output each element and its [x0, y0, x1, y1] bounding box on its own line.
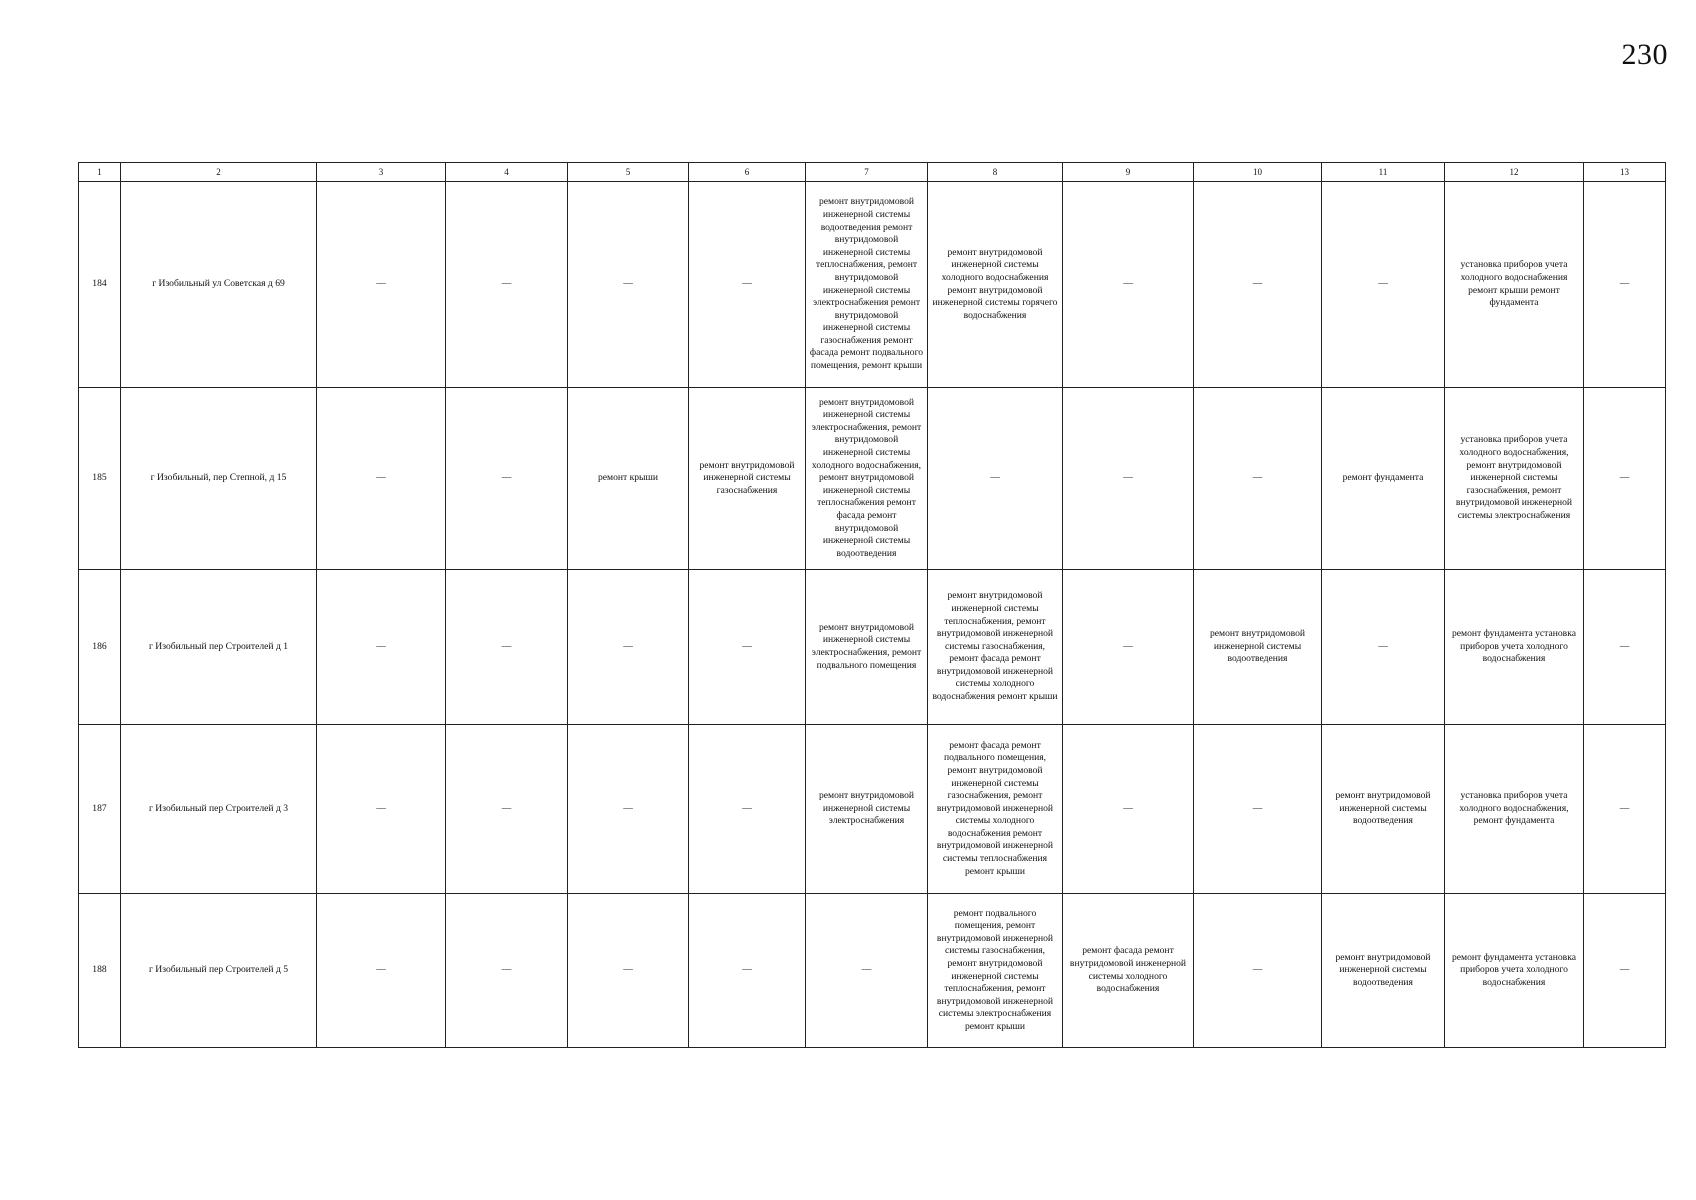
page-number: 230	[1621, 38, 1668, 71]
address-cell: г Изобильный пер Строителей д 3	[121, 725, 317, 894]
column-header: 5	[568, 163, 689, 182]
table-cell: ремонт внутридомовой инженерной системы водоотведения ремонт внутридомовой инженерной системы теплоснабжения, ремонт внутридомовой инженерной системы электроснабжения ремонт внутридомовой инженерной системы газоснабжения ремонт фасада ремонт подвального помещения, ремонт крыши	[806, 182, 928, 388]
row-number: 188	[79, 894, 121, 1048]
table-cell: —	[1063, 388, 1194, 570]
column-number-row	[79, 163, 1666, 182]
column-header: 11	[1322, 163, 1445, 182]
column-header: 4	[446, 163, 568, 182]
table-cell: —	[1063, 725, 1194, 894]
table-cell: —	[317, 570, 446, 725]
table-cell: ремонт внутридомовой инженерной системы водоотведения	[1322, 725, 1445, 894]
table-cell: —	[689, 894, 806, 1048]
table-cell: ремонт внутридомовой инженерной системы водоотведения	[1322, 894, 1445, 1048]
table-cell: —	[1584, 570, 1666, 725]
table-cell: ремонт внутридомовой инженерной системы холодного водоснабжения ремонт внутридомовой инженерной системы горячего водоснабжения	[928, 182, 1063, 388]
table-cell: —	[317, 388, 446, 570]
table-cell: установка приборов учета холодного водоснабжения, ремонт фундамента	[1445, 725, 1584, 894]
column-header: 3	[317, 163, 446, 182]
table-cell: —	[689, 570, 806, 725]
table-cell: —	[1194, 388, 1322, 570]
address-cell: г Изобильный пер Строителей д 1	[121, 570, 317, 725]
row-number: 186	[79, 570, 121, 725]
table-cell: —	[446, 388, 568, 570]
table-cell: —	[1194, 894, 1322, 1048]
table-cell: —	[568, 182, 689, 388]
address-cell: г Изобильный ул Советская д 69	[121, 182, 317, 388]
table-row	[79, 725, 1666, 894]
row-number: 185	[79, 388, 121, 570]
table-cell: —	[446, 894, 568, 1048]
column-header: 12	[1445, 163, 1584, 182]
table-cell: —	[689, 725, 806, 894]
column-header: 7	[806, 163, 928, 182]
table-cell: —	[317, 725, 446, 894]
table-cell: установка приборов учета холодного водоснабжения, ремонт внутридомовой инженерной системы газоснабжения, ремонт внутридомовой инженерной системы электроснабжения	[1445, 388, 1584, 570]
table-cell: установка приборов учета холодного водоснабжения ремонт крыши ремонт фундамента	[1445, 182, 1584, 388]
table-cell: —	[568, 570, 689, 725]
table-cell: —	[1584, 182, 1666, 388]
column-header: 10	[1194, 163, 1322, 182]
column-header: 9	[1063, 163, 1194, 182]
table-cell: ремонт крыши	[568, 388, 689, 570]
table-cell: —	[317, 182, 446, 388]
table-row	[79, 894, 1666, 1048]
table-cell: —	[317, 894, 446, 1048]
table-cell: —	[689, 182, 806, 388]
table-cell: —	[1322, 570, 1445, 725]
address-cell: г Изобильный пер Строителей д 5	[121, 894, 317, 1048]
row-number: 187	[79, 725, 121, 894]
table-cell: —	[1584, 725, 1666, 894]
table-cell: —	[446, 725, 568, 894]
table-cell: —	[928, 388, 1063, 570]
table-row	[79, 570, 1666, 725]
table-cell: —	[446, 182, 568, 388]
table-row	[79, 388, 1666, 570]
table-cell: ремонт фундамента установка приборов учета холодного водоснабжения	[1445, 570, 1584, 725]
table-cell: —	[568, 725, 689, 894]
address-cell: г Изобильный, пер Степной, д 15	[121, 388, 317, 570]
table-cell: ремонт подвального помещения, ремонт внутридомовой инженерной системы газоснабжения, ремонт внутридомовой инженерной системы теплоснабжения, ремонт внутридомовой инженерной системы электроснабжения ремонт крыши	[928, 894, 1063, 1048]
table-cell: ремонт внутридомовой инженерной системы газоснабжения	[689, 388, 806, 570]
table-cell: ремонт фундамента	[1322, 388, 1445, 570]
table-cell: —	[568, 894, 689, 1048]
column-header: 6	[689, 163, 806, 182]
row-number: 184	[79, 182, 121, 388]
table-cell: —	[1322, 182, 1445, 388]
table-cell: —	[1584, 894, 1666, 1048]
column-header: 8	[928, 163, 1063, 182]
table-cell: ремонт внутридомовой инженерной системы электроснабжения, ремонт внутридомовой инженерной системы холодного водоснабжения, ремонт внутридомовой инженерной системы теплоснабжения ремонт фасада ремонт внутридомовой инженерной системы водоотведения	[806, 388, 928, 570]
table-cell: —	[1063, 182, 1194, 388]
table-cell: ремонт внутридомовой инженерной системы электроснабжения	[806, 725, 928, 894]
table-cell: ремонт фасада ремонт подвального помещения, ремонт внутридомовой инженерной системы газоснабжения, ремонт внутридомовой инженерной системы холодного водоснабжения ремонт внутридомовой инженерной системы теплоснабжения ремонт крыши	[928, 725, 1063, 894]
column-header: 2	[121, 163, 317, 182]
table-cell: —	[1194, 182, 1322, 388]
table-cell: —	[806, 894, 928, 1048]
table-cell: ремонт внутридомовой инженерной системы электроснабжения, ремонт подвального помещения	[806, 570, 928, 725]
repair-schedule-table	[78, 162, 1666, 1048]
table-row	[79, 182, 1666, 388]
table-cell: ремонт фундамента установка приборов учета холодного водоснабжения	[1445, 894, 1584, 1048]
column-header: 1	[79, 163, 121, 182]
column-header: 13	[1584, 163, 1666, 182]
table-cell: —	[1194, 725, 1322, 894]
table-cell: —	[446, 570, 568, 725]
table-cell: ремонт внутридомовой инженерной системы теплоснабжения, ремонт внутридомовой инженерной системы газоснабжения, ремонт фасада ремонт внутридомовой инженерной системы холодного водоснабжения ремонт крыши	[928, 570, 1063, 725]
table-cell: —	[1063, 570, 1194, 725]
table-cell: ремонт фасада ремонт внутридомовой инженерной системы холодного водоснабжения	[1063, 894, 1194, 1048]
table-cell: ремонт внутридомовой инженерной системы водоотведения	[1194, 570, 1322, 725]
table-cell: —	[1584, 388, 1666, 570]
